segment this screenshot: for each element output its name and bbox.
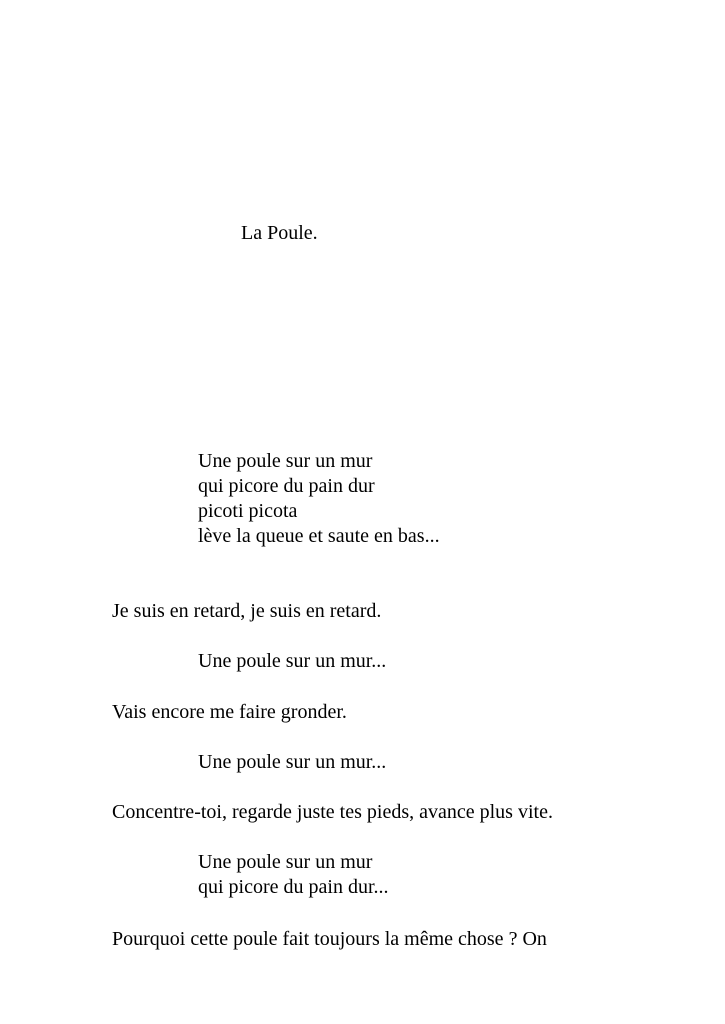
refrain-line: qui picore du pain dur... (198, 876, 389, 898)
verse-line: qui picore du pain dur (198, 475, 375, 497)
poem-title: La Poule. (241, 222, 318, 244)
prose-paragraph: Concentre-toi, regarde juste tes pieds, avance plus vite. (112, 801, 553, 823)
refrain-line: Une poule sur un mur... (198, 751, 387, 773)
prose-paragraph: Vais encore me faire gronder. (112, 701, 347, 723)
prose-paragraph: Pourquoi cette poule fait toujours la même chose ? On (112, 928, 547, 950)
refrain-line: Une poule sur un mur (198, 851, 373, 873)
verse-line: picoti picota (198, 500, 298, 522)
prose-paragraph: Je suis en retard, je suis en retard. (112, 600, 382, 622)
refrain-line: Une poule sur un mur... (198, 650, 387, 672)
verse-line: lève la queue et saute en bas... (198, 525, 440, 547)
verse-line: Une poule sur un mur (198, 450, 373, 472)
